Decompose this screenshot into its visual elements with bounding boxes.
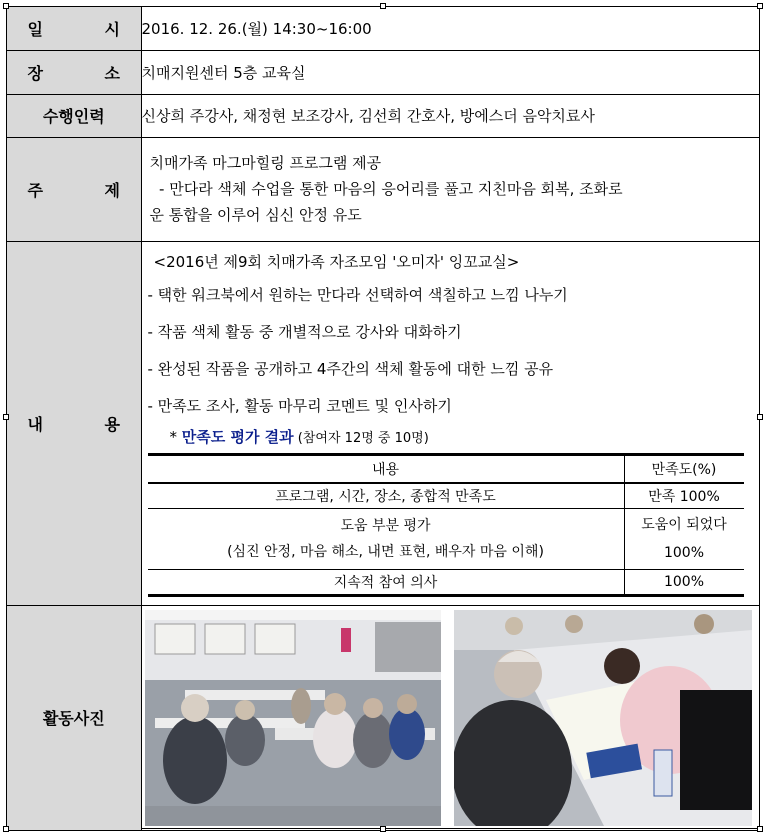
survey-row-item-line: (심진 안정, 마음 해소, 내면 표현, 배우자 마음 이해) bbox=[227, 544, 544, 560]
date-label: 일 시 bbox=[27, 19, 148, 39]
row-place bbox=[7, 50, 759, 94]
survey-row-item bbox=[148, 509, 625, 570]
survey-row bbox=[148, 483, 744, 509]
topic-label: 주 제 bbox=[27, 180, 148, 200]
resize-handle[interactable] bbox=[3, 414, 9, 420]
content-heading: <2016년 제9회 치매가족 자조모임 '오미자' 잉꼬교실> bbox=[153, 253, 520, 271]
survey-row-value-line: 100% bbox=[663, 545, 705, 561]
resize-handle[interactable] bbox=[757, 414, 763, 420]
activity-photo-coloring bbox=[454, 610, 752, 826]
program-report-table bbox=[7, 7, 759, 831]
date-label-cell bbox=[7, 7, 148, 50]
resize-handle[interactable] bbox=[380, 826, 386, 832]
place-value: 치매지원센터 5층 교육실 bbox=[141, 50, 759, 94]
resize-handle[interactable] bbox=[3, 3, 9, 9]
survey-row-item: 지속적 참여 의사 bbox=[148, 570, 625, 596]
resize-handle[interactable] bbox=[3, 826, 9, 832]
row-staff bbox=[7, 94, 759, 137]
survey-table bbox=[148, 453, 744, 597]
content-value-cell bbox=[141, 241, 759, 605]
survey-header-row bbox=[148, 455, 744, 484]
survey-star: * bbox=[169, 428, 182, 446]
row-date bbox=[7, 7, 759, 50]
survey-title: 만족도 평가 결과 bbox=[181, 428, 294, 446]
content-label-cell bbox=[7, 241, 148, 605]
topic-value-cell bbox=[141, 137, 759, 241]
topic-line-2: - 만다라 색체 수업을 통한 마음의 응어리를 풀고 지친마음 회복, 조화로 bbox=[149, 180, 623, 198]
content-block bbox=[142, 243, 760, 597]
resize-handle[interactable] bbox=[380, 3, 386, 9]
place-label: 장 소 bbox=[27, 63, 148, 83]
resize-handle[interactable] bbox=[757, 3, 763, 9]
survey-row-item: 프로그램, 시간, 장소, 종합적 만족도 bbox=[148, 483, 625, 509]
topic-line-1: 치매가족 마그마힐링 프로그램 제공 bbox=[149, 154, 382, 172]
staff-label: 수행인력 bbox=[7, 94, 141, 137]
row-topic bbox=[7, 137, 759, 241]
row-photos bbox=[7, 605, 759, 830]
survey-row-value-line: 도움이 되었다 bbox=[641, 517, 727, 533]
topic-line-3: 운 통합을 이루어 심신 안정 유도 bbox=[149, 206, 362, 224]
survey-note: (참여자 12명 중 10명) bbox=[293, 431, 429, 446]
activity-photo-classroom bbox=[145, 610, 441, 826]
place-label-cell bbox=[7, 50, 148, 94]
survey-title-line bbox=[170, 425, 752, 451]
photos-container bbox=[142, 606, 760, 830]
photos-cell bbox=[141, 605, 759, 830]
document-table-frame bbox=[6, 6, 760, 829]
survey-row bbox=[148, 509, 744, 570]
content-item: - 택한 워크북에서 원하는 만다라 선택하여 색칠하고 느낌 나누기 bbox=[147, 286, 568, 304]
row-content bbox=[7, 241, 759, 605]
survey-row bbox=[148, 570, 744, 596]
photos-label: 활동사진 bbox=[7, 605, 141, 830]
content-item: - 작품 색체 활동 중 개별적으로 강사와 대화하기 bbox=[147, 323, 462, 341]
survey-row-item-line: 도움 부분 평가 bbox=[340, 518, 431, 534]
survey-row-value: 100% bbox=[624, 570, 744, 596]
survey-row-value: 만족 100% bbox=[624, 483, 744, 509]
resize-handle[interactable] bbox=[757, 826, 763, 832]
survey-header-item: 내용 bbox=[148, 455, 625, 484]
topic-label-cell bbox=[7, 137, 148, 241]
survey-row-value bbox=[624, 509, 744, 570]
survey-header-value: 만족도(%) bbox=[624, 455, 744, 484]
content-label: 내 용 bbox=[27, 414, 148, 434]
date-value: 2016. 12. 26.(월) 14:30~16:00 bbox=[141, 7, 759, 50]
content-item: - 완성된 작품을 공개하고 4주간의 색체 활동에 대한 느낌 공유 bbox=[147, 360, 554, 378]
content-item: - 만족도 조사, 활동 마무리 코멘트 및 인사하기 bbox=[147, 397, 452, 415]
staff-value: 신상희 주강사, 채정현 보조강사, 김선희 간호사, 방에스더 음악치료사 bbox=[141, 94, 759, 137]
